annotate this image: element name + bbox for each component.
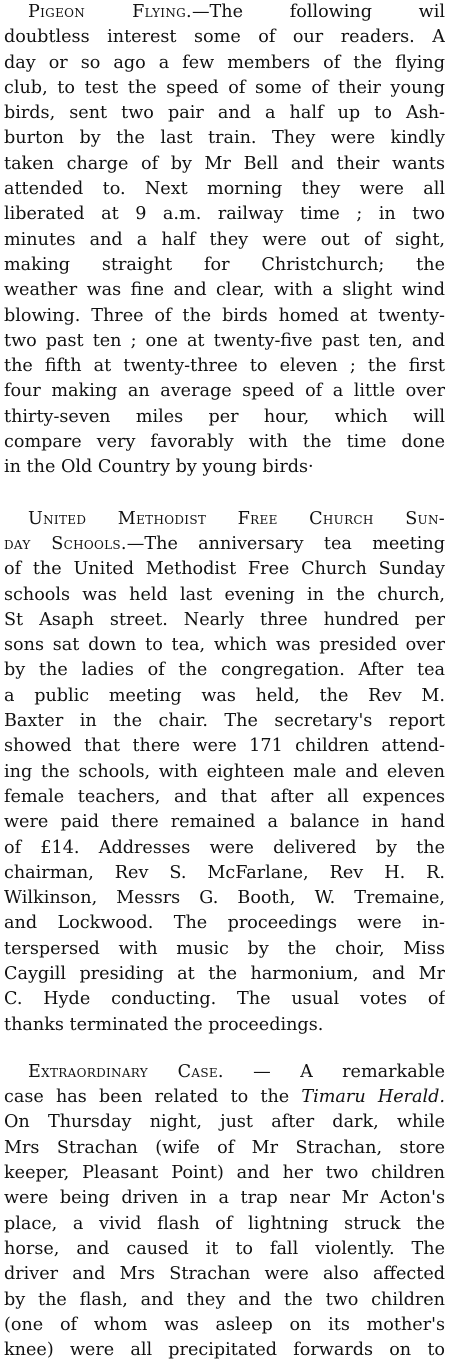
- article-line: a public meeting was held, the Rev M.: [4, 685, 445, 706]
- article-line: taken charge of by Mr Bell and their wants: [4, 153, 445, 174]
- article-line: four making an average speed of a little over: [4, 381, 445, 402]
- article-line: terspersed with music by the choir, Miss: [4, 938, 445, 959]
- article-line: the fifth at twenty-three to eleven ; the first: [4, 356, 445, 377]
- article-line: C. Hyde conducting. The usual votes of: [4, 989, 445, 1010]
- article-line: sons sat down to tea, which was presided over: [4, 635, 445, 656]
- article-line: club, to test the speed of some of their young: [4, 77, 445, 98]
- article-line: and Lockwood. The proceedings were in-: [4, 913, 445, 934]
- article-line: driver and Mrs Strachan were also affected: [4, 1264, 445, 1285]
- article-line: liberated at 9 a.m. railway time ; in two: [4, 204, 445, 225]
- article-line: were paid there remained a balance in hand: [4, 812, 445, 833]
- article-line: place, a vivid flash of lightning struck the: [4, 1213, 445, 1234]
- article-line: schools was held last evening in the church,: [4, 584, 445, 605]
- article-line: minutes and a half they were out of sight,: [4, 229, 445, 250]
- article-line: Baxter in the chair. The secretary's report: [4, 711, 445, 732]
- article-line: Caygill presiding at the harmonium, and Mr: [4, 963, 445, 984]
- article-spacer: [4, 1038, 445, 1060]
- article-extraordinary-case: [4, 1060, 445, 1363]
- article-line: two past ten ; one at twenty-five past ten, and: [4, 330, 445, 351]
- article-heading-continued: day Schools.: [4, 533, 127, 554]
- article-heading: Extraordinary Case.: [28, 1061, 224, 1082]
- article-line: Mrs Strachan (wife of Mr Strachan, store: [4, 1137, 445, 1158]
- article-line: chairman, Rev S. McFarlane, Rev H. R.: [4, 862, 445, 883]
- article-line: making straight for Christchurch; the: [4, 254, 445, 275]
- article-line: St Asaph street. Nearly three hundred per: [4, 609, 445, 630]
- article-text: —The following wil: [191, 2, 445, 22]
- article-line: day or so ago a few members of the flying: [4, 52, 445, 73]
- article-pigeon-flying: [4, 0, 445, 481]
- article-heading: Pigeon Flying.: [28, 2, 192, 22]
- article-line: burton by the last train. They were kindly: [4, 128, 445, 149]
- article-heading: United Methodist Free Church Sun-: [28, 508, 445, 529]
- article-line: thanks terminated the proceedings.: [4, 1014, 324, 1035]
- article-line: case has been related to the Timaru Herald.: [4, 1087, 445, 1108]
- article-text: — A remarkable: [223, 1061, 445, 1082]
- article-line: On Thursday night, just after dark, while: [4, 1112, 445, 1133]
- article-line: compare very favorably with the time done: [4, 432, 445, 453]
- article-line: birds, sent two pair and a half up to Ash-: [4, 103, 445, 124]
- article-line: by the ladies of the congregation. After tea: [4, 660, 445, 681]
- article-line: (one of whom was asleep on its mother's: [4, 1314, 445, 1335]
- article-line: knee) were all precipitated forwards on to: [4, 1340, 445, 1361]
- article-line: thirty-seven miles per hour, which will: [4, 406, 445, 427]
- article-line: horse, and caused it to fall violently. The: [4, 1238, 445, 1259]
- article-line: by the flash, and they and the two children: [4, 1289, 445, 1310]
- article-line: showed that there were 171 children attend-: [4, 736, 445, 757]
- article-first-line: [4, 1060, 445, 1085]
- article-first-line: [4, 532, 445, 557]
- article-spacer: [4, 481, 445, 507]
- article-line: of £14. Addresses were delivered by the: [4, 837, 445, 858]
- article-line: in the Old Country by young birds·: [4, 457, 314, 478]
- article-first-line: [4, 0, 445, 25]
- article-line: weather was fine and clear, with a slight wind: [4, 280, 445, 301]
- article-line: blowing. Three of the birds homed at twenty-: [4, 305, 445, 326]
- article-methodist-sunday-schools: [4, 507, 445, 1038]
- article-line: attended to. Next morning they were all: [4, 179, 445, 200]
- article-text: —The anniversary tea meeting: [126, 533, 445, 554]
- article-line: female teachers, and that after all expences: [4, 786, 445, 807]
- article-line: of the United Methodist Free Church Sunday: [4, 559, 445, 580]
- article-line: keeper, Pleasant Point) and her two children: [4, 1163, 445, 1184]
- newspaper-title: Timaru Herald.: [301, 1087, 445, 1108]
- article-line: ing the schools, with eighteen male and eleven: [4, 761, 445, 782]
- article-line: were being driven in a trap near Mr Acton's: [4, 1188, 445, 1209]
- newspaper-column: [4, 0, 445, 1363]
- article-line: Wilkinson, Messrs G. Booth, W. Tremaine,: [4, 888, 445, 909]
- article-line: doubtless interest some of our readers. A: [4, 27, 445, 48]
